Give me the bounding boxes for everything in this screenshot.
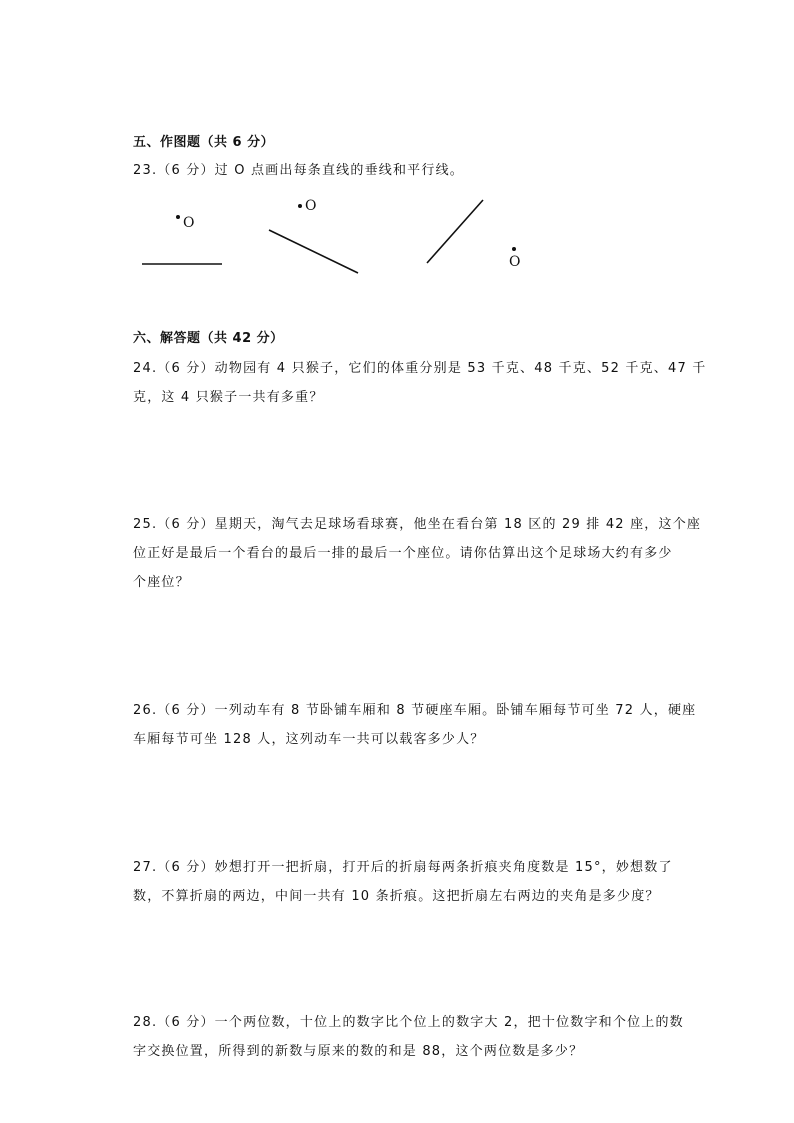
drawing-figure <box>130 192 550 282</box>
question-25-line-2: 位正好是最后一个看台的最后一排的最后一个座位。请你估算出这个足球场大约有多少 <box>133 546 673 561</box>
section-five-title: 五、作图题（共 6 分） <box>133 135 275 150</box>
question-23 <box>133 156 665 185</box>
question-28 <box>133 1008 684 1066</box>
question-26-line-2: 车厢每节可坐 128 人，这列动车一共可以载客多少人？ <box>133 732 485 747</box>
point-o-2-label: O <box>305 198 317 214</box>
question-28-line-1: 28.（6 分）一个两位数，十位上的数字比个位上的数字大 2，把十位数字和个位上的数 <box>133 1015 684 1030</box>
descending-line <box>269 230 358 273</box>
section-six-title: 六、解答题（共 42 分） <box>133 331 284 346</box>
question-25-line-3: 个座位？ <box>133 575 190 590</box>
figure-group-3 <box>427 200 520 270</box>
question-27 <box>133 853 673 911</box>
point-o-3-label: O <box>509 254 521 270</box>
question-24 <box>133 354 707 412</box>
question-24-line-2: 克，这 4 只猴子一共有多重？ <box>133 390 324 405</box>
point-o-2 <box>298 204 302 208</box>
question-25 <box>133 510 702 597</box>
question-26-line-1: 26.（6 分）一列动车有 8 节卧铺车厢和 8 节硬座车厢。卧铺车厢每节可坐 72 人，硬座 <box>133 703 697 718</box>
question-24-line-1: 24.（6 分）动物园有 4 只猴子，它们的体重分别是 53 千克、48 千克、52 千克、47 千 <box>133 361 707 376</box>
point-o-1-label: O <box>183 215 195 231</box>
point-o-3 <box>512 247 516 251</box>
point-o-1 <box>176 215 180 219</box>
question-25-line-1: 25.（6 分）星期天，淘气去足球场看球赛，他坐在看台第 18 区的 29 排 42 座，这个座 <box>133 517 702 532</box>
figure-group-2 <box>269 198 358 273</box>
figure-group-1 <box>142 215 222 264</box>
question-23-text: 23.（6 分）过 O 点画出每条直线的垂线和平行线。 <box>133 163 464 178</box>
ascending-line <box>427 200 483 263</box>
question-27-line-2: 数，不算折扇的两边，中间一共有 10 条折痕。这把折扇左右两边的夹角是多少度？ <box>133 889 660 904</box>
question-27-line-1: 27.（6 分）妙想打开一把折扇，打开后的折扇每两条折痕夹角度数是 15°，妙想数了 <box>133 860 673 875</box>
question-26 <box>133 696 697 754</box>
question-28-line-2: 字交换位置，所得到的新数与原来的数的和是 88，这个两位数是多少？ <box>133 1044 584 1059</box>
